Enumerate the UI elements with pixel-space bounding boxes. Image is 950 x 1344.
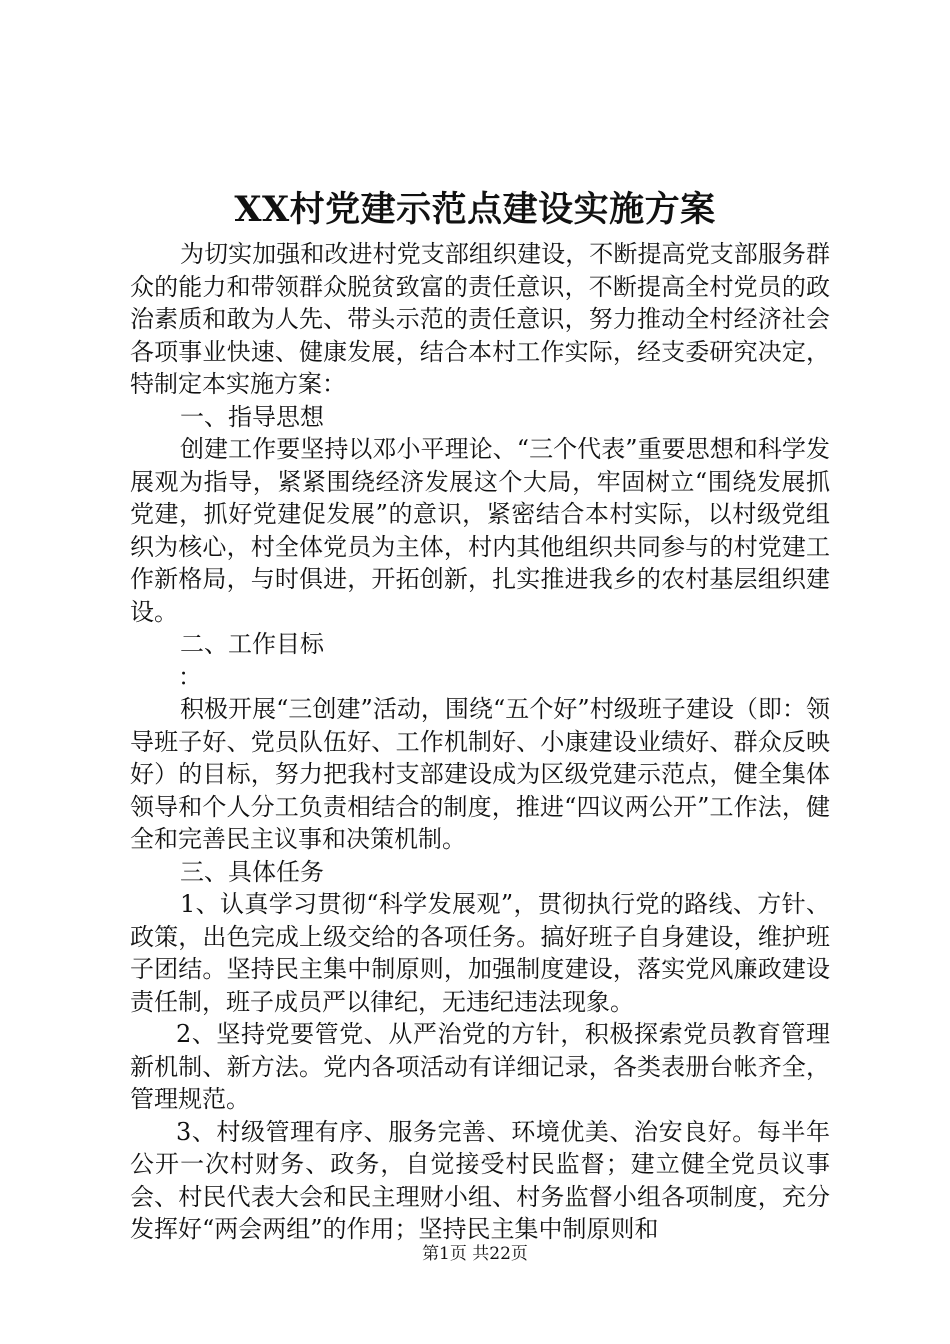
section-heading-work-goals: 二、工作目标 xyxy=(180,630,324,658)
section-heading-guiding-thought: 一、指导思想 xyxy=(180,402,324,431)
intro-paragraph: 为切实加强和改进村党支部组织建设，不断提高党支部服务群众的能力和带领群众脱贫致富的责任意识，不断提高全村党员的政治素质和敢为人先、带头示范的责任意识，努力推动全村经济社会各项事业快速、健康发展，结合本村工作实际，经支委研究决定，特制定本实施方案： xyxy=(130,240,830,398)
document-body xyxy=(130,238,830,1246)
page-footer: 第1页 共22页 xyxy=(422,1244,528,1264)
work-goals-paragraph: 积极开展“三创建”活动，围绕“五个好”村级班子建设（即：领导班子好、党员队伍好、工作机制好、小康建设业绩好、群众反映好）的目标，努力把我村支部建设成为区级党建示范点，健全集体领导和个人分工负责相结合的制度，推进“四议两公开”工作法，健全和完善民主议事和决策机制。 xyxy=(130,695,830,853)
task-item-2: 2、坚持党要管党、从严治党的方针，积极探索党员教育管理新机制、新方法。党内各项活动有详细记录，各类表册台帐齐全，管理规范。 xyxy=(130,1020,830,1113)
section-heading-specific-tasks: 三、具体任务 xyxy=(180,857,324,886)
task-item-3: 3、村级管理有序、服务完善、环境优美、治安良好。每半年公开一次村财务、政务，自觉接受村民监督；建立健全党员议事会、村民代表大会和民主理财小组、村务监督小组各项制度，充分发挥好“两会两组”的作用；坚持民主集中制原则和 xyxy=(130,1117,830,1243)
document-title: XX村党建示范点建设实施方案 xyxy=(234,189,716,230)
guiding-thought-paragraph: 创建工作要坚持以邓小平理论、“三个代表”重要思想和科学发展观为指导，紧紧围绕经济发展这个大局，牢固树立“围绕发展抓党建，抓好党建促发展”的意识，紧密结合本村实际，以村级党组织为核心，村全体党员为主体，村内其他组织共同参与的村党建工作新格局，与时俱进，开拓创新，扎实推进我乡的农村基层组织建设。 xyxy=(130,435,830,626)
task-item-1: 1、认真学习贯彻“科学发展观”，贯彻执行党的路线、方针、政策，出色完成上级交给的各项任务。搞好班子自身建设，维护班子团结。坚持民主集中制原则，加强制度建设，落实党风廉政建设责任制，班子成员严以律纪，无违纪违法现象。 xyxy=(130,890,830,1016)
work-goals-colon: ： xyxy=(178,662,202,691)
